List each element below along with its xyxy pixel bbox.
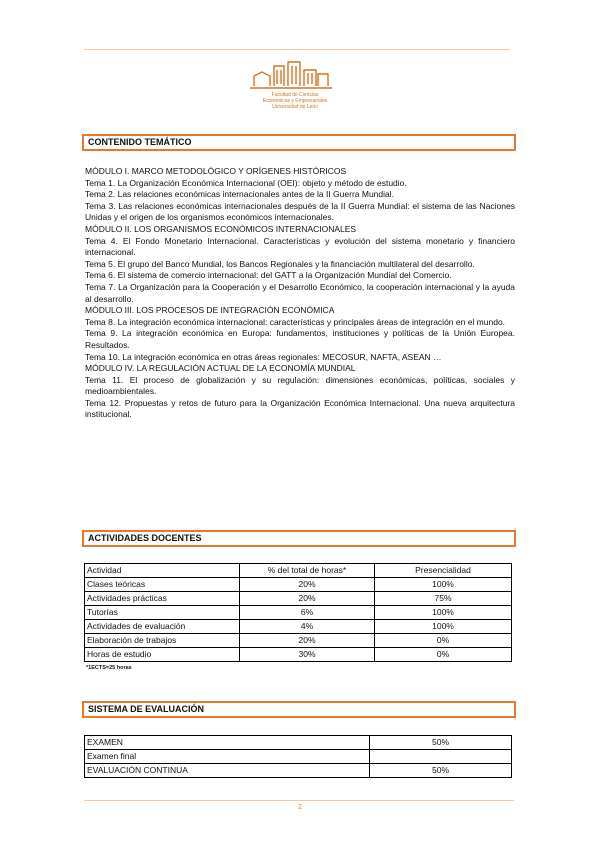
topic: Tema 1. La Organización Económica Internacional (OEI): objeto y método de estudio. — [85, 177, 407, 188]
topic: Tema 11. El proceso de globalización y su regulación: dimensiones económicas, políticas, sociales y medioambientales. — [85, 374, 515, 397]
logo-line: Económicas y Empresariales — [262, 98, 328, 104]
topic: Tema 5. El grupo del Banco Mundial, los Bancos Regionales y la financiación multilateral del desarrollo. — [85, 258, 475, 269]
cell: Actividades prácticas — [85, 592, 240, 606]
module-heading: MÓDULO I. MARCO METODOLÓGICO Y ORÍGENES HISTÓRICOS — [85, 166, 347, 176]
topic: Tema 2. Las relaciones económicas internacionales antes de la II Guerra Mundial. — [85, 189, 395, 200]
cell: 50% — [370, 764, 512, 778]
cell: EXAMEN — [85, 736, 370, 750]
page-number: 2 — [298, 804, 302, 811]
evaluation-table — [84, 735, 512, 778]
cell: Tutorías — [85, 606, 240, 620]
table-row — [85, 606, 512, 620]
topic: Tema 10. La integración económica en otras áreas regionales: MECOSUR, NAFTA, ASEAN … — [85, 351, 442, 362]
cell: 75% — [375, 592, 512, 606]
cell: 100% — [375, 620, 512, 634]
cell: Clases teóricas — [85, 578, 240, 592]
table-row — [85, 648, 512, 662]
logo-caption — [250, 92, 340, 110]
table-row — [85, 634, 512, 648]
cell: 100% — [375, 578, 512, 592]
column-header: Actividad — [85, 564, 240, 578]
cell: 20% — [240, 592, 375, 606]
evaluation-section-title: SISTEMA DE EVALUACIÓN — [82, 701, 516, 718]
topic: Tema 9. La integración económica en Europa: fundamentos, instituciones y políticas de la Unión Europea. Resultados. — [85, 328, 515, 350]
topic: Tema 12. Propuestas y retos de futuro para la Organización Económica Internacional. Una nueva arquitectura institucional. — [85, 397, 515, 420]
table-row — [85, 620, 512, 634]
cell: 4% — [240, 620, 375, 634]
column-header: % del total de horas* — [240, 564, 375, 578]
table-header-row — [85, 564, 512, 578]
cell: 20% — [240, 578, 375, 592]
activities-section-title: ACTIVIDADES DOCENTES — [82, 530, 516, 547]
module-heading: MÓDULO II. LOS ORGANISMOS ECONÓMICOS INTERNACIONALES — [85, 223, 357, 234]
cell — [370, 750, 512, 764]
table-row — [85, 592, 512, 606]
header-rule — [84, 49, 510, 50]
faculty-logo — [248, 58, 338, 124]
topic: Tema 6. El sistema de comercio internacional: del GATT a la Organización Mundial del Comercio. — [85, 270, 452, 281]
topic: Tema 7. La Organización para la Cooperación y el Desarrollo Económico, la cooperación internacional y la ayuda al desarrollo. — [85, 281, 515, 304]
logo-line: Facultad de Ciencias — [271, 92, 319, 98]
logo-line: Universidad de León — [272, 104, 318, 110]
cell: Examen final — [85, 750, 370, 764]
cell: Horas de estudio — [85, 648, 240, 662]
table-row — [85, 750, 512, 764]
cell: 50% — [370, 736, 512, 750]
table-row — [85, 764, 512, 778]
cell: EVALUACIÓN CONTINUA — [85, 764, 370, 778]
table-row — [85, 736, 512, 750]
cell: Actividades de evaluación — [85, 620, 240, 634]
module-heading: MÓDULO IV. LA REGULACIÓN ACTUAL DE LA ECONOMÍA MUNDIAL — [85, 363, 356, 374]
footer-rule — [84, 800, 514, 801]
content-body — [85, 166, 515, 421]
cell: 0% — [375, 634, 512, 648]
cell: 30% — [240, 648, 375, 662]
cell: 0% — [375, 648, 512, 662]
topic: Tema 4. El Fondo Monetario Internacional. Características y evolución del sistema monetario y financiero internacional. — [85, 235, 515, 258]
cell: 100% — [375, 606, 512, 620]
topic: Tema 8. La integración económica internacional: características y principales áreas de integración en el mundo. — [85, 316, 506, 327]
cell: 20% — [240, 634, 375, 648]
ects-note: *1ECTS=25 horas — [86, 665, 132, 671]
table-row — [85, 578, 512, 592]
activities-table — [84, 563, 512, 662]
column-header: Presencialidad — [375, 564, 512, 578]
cell: Elaboración de trabajos — [85, 634, 240, 648]
topic: Tema 3. Las relaciones económicas internacionales después de la II Guerra Mundial: el sistema de las Naciones Unidas y el origen de los organismos económicos internacionales. — [85, 200, 515, 223]
module-heading: MÓDULO III. LOS PROCESOS DE INTEGRACIÓN ECONÓMICA — [85, 305, 335, 316]
content-section-title: CONTENIDO TEMÁTICO — [82, 134, 516, 151]
cell: 6% — [240, 606, 375, 620]
